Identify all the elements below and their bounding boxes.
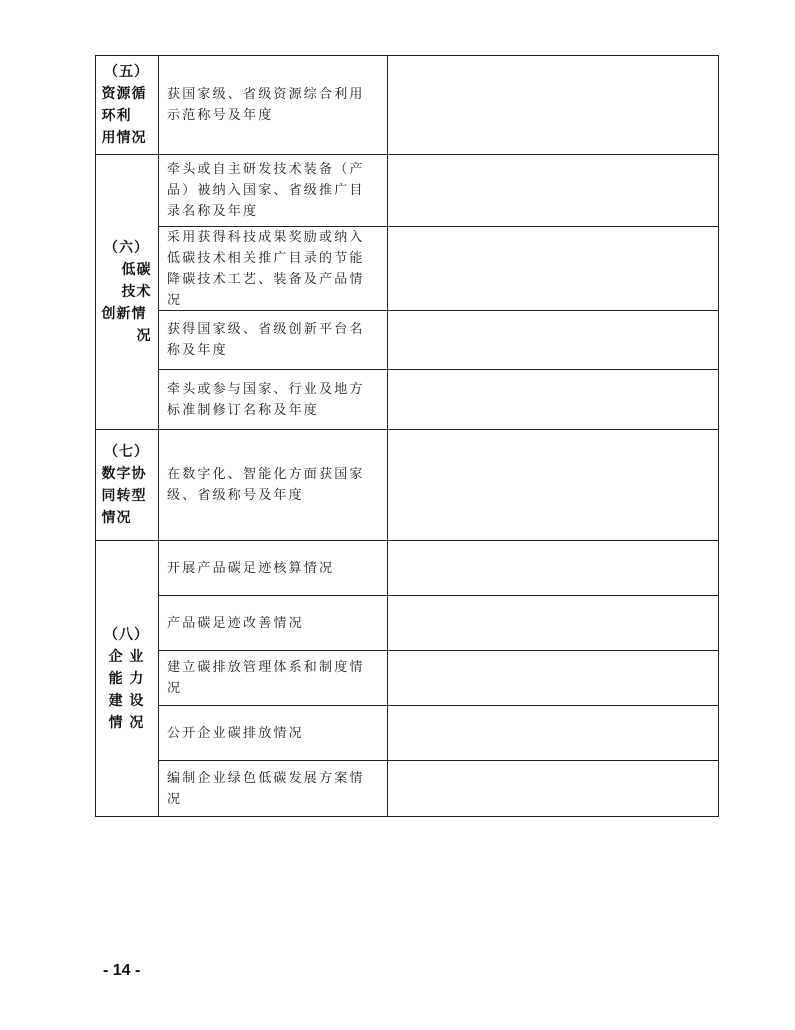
value-cell[interactable] bbox=[388, 651, 719, 706]
category-line: 能 力 bbox=[108, 670, 145, 687]
item-cell bbox=[159, 155, 388, 227]
value-cell[interactable] bbox=[388, 761, 719, 817]
item-cell bbox=[159, 227, 388, 311]
item-cell bbox=[159, 596, 388, 651]
item-cell bbox=[159, 706, 388, 761]
value-cell[interactable] bbox=[388, 227, 719, 311]
item-text: 在数字化、智能化方面获国家级、省级称号及年度 bbox=[167, 467, 365, 503]
item-cell bbox=[159, 651, 388, 706]
value-cell[interactable] bbox=[388, 541, 719, 596]
item-text: 获国家级、省级资源综合利用示范称号及年度 bbox=[167, 86, 365, 123]
value-cell[interactable] bbox=[388, 370, 719, 430]
item-cell bbox=[159, 430, 388, 541]
category-line: 企 业 bbox=[108, 648, 145, 665]
item-text: 产品碳足迹改善情况 bbox=[167, 615, 304, 631]
category-line: （五） bbox=[104, 63, 149, 80]
item-text: 开展产品碳足迹核算情况 bbox=[167, 560, 335, 576]
item-text: 采用获得科技成果奖励或纳入低碳技术相关推广目录的节能降碳技术工艺、装备及产品情况 bbox=[167, 229, 365, 308]
category-line: 环利 bbox=[101, 107, 132, 124]
category-cell-6 bbox=[95, 155, 159, 430]
value-cell[interactable] bbox=[388, 706, 719, 761]
item-text: 公开企业碳排放情况 bbox=[167, 725, 304, 741]
value-cell[interactable] bbox=[388, 596, 719, 651]
category-line: （六） bbox=[104, 240, 149, 256]
category-line: 资源循 bbox=[101, 85, 147, 102]
evaluation-table bbox=[95, 55, 719, 817]
category-line: 创新情 bbox=[101, 306, 147, 322]
item-cell bbox=[159, 761, 388, 817]
category-line: 情况 bbox=[101, 510, 132, 526]
category-cell-7 bbox=[95, 430, 159, 541]
item-text: 牵头或自主研发技术装备（产品）被纳入国家、省级推广目录名称及年度 bbox=[167, 162, 365, 219]
category-cell-5 bbox=[95, 55, 159, 155]
category-cell-8 bbox=[95, 541, 159, 817]
value-cell[interactable] bbox=[388, 155, 719, 227]
value-cell[interactable] bbox=[388, 430, 719, 541]
category-line: 情 况 bbox=[108, 714, 145, 731]
category-line: 技术 bbox=[121, 284, 152, 300]
item-text: 建立碳排放管理体系和制度情况 bbox=[167, 660, 365, 696]
page-number: - 14 - bbox=[103, 962, 141, 979]
item-text: 牵头或参与国家、行业及地方标准制修订名称及年度 bbox=[167, 381, 365, 418]
category-line: （八） bbox=[104, 626, 149, 643]
item-cell bbox=[159, 311, 388, 370]
category-line: 用情况 bbox=[101, 129, 147, 146]
item-cell bbox=[159, 541, 388, 596]
item-cell bbox=[159, 370, 388, 430]
category-line: 低碳 bbox=[121, 262, 152, 278]
category-line: 况 bbox=[136, 328, 152, 344]
value-cell[interactable] bbox=[388, 311, 719, 370]
item-cell bbox=[159, 55, 388, 155]
category-line: 数字协 bbox=[101, 466, 147, 482]
category-line: 同转型 bbox=[101, 488, 147, 504]
category-line: 建 设 bbox=[108, 692, 145, 709]
category-line: （七） bbox=[104, 444, 149, 460]
item-text: 获得国家级、省级创新平台名称及年度 bbox=[167, 322, 365, 358]
item-text: 编制企业绿色低碳发展方案情况 bbox=[167, 770, 365, 807]
value-cell[interactable] bbox=[388, 55, 719, 155]
